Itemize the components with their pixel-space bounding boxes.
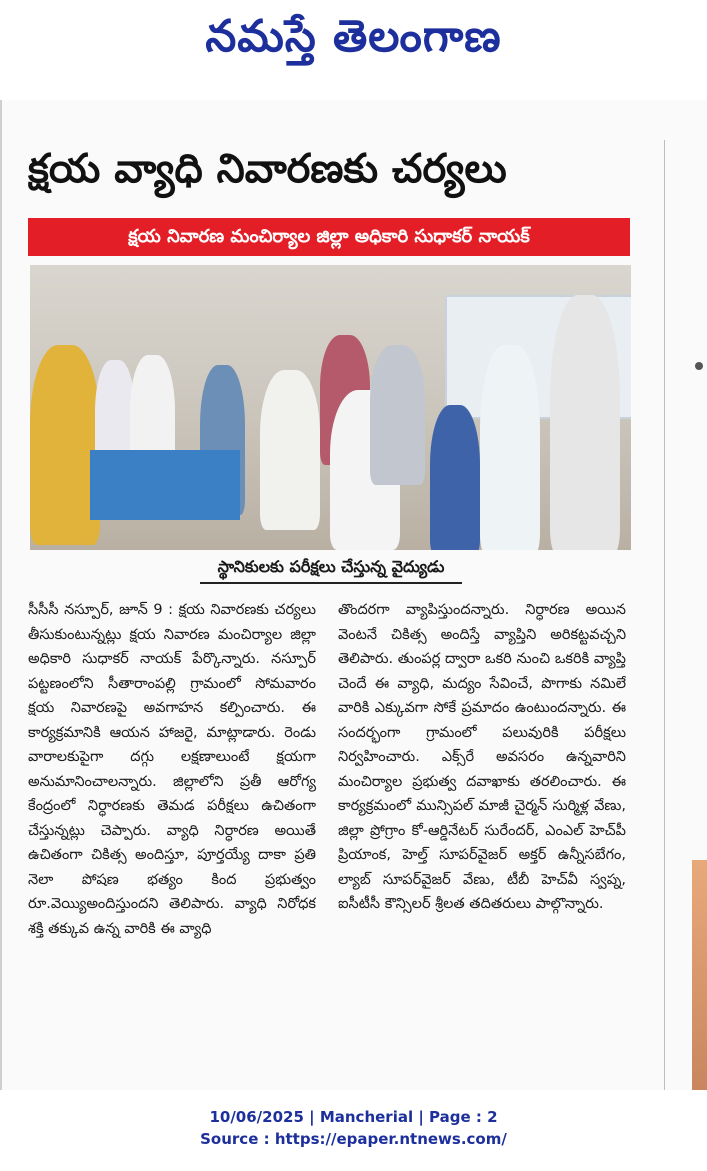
photo-person <box>480 345 540 550</box>
adjacent-article-strip <box>668 140 707 1090</box>
photo-person <box>550 295 620 550</box>
newspaper-title: నమస్తే తెలంగాణ <box>205 11 502 62</box>
edition-info: 10/06/2025 | Mancherial | Page : 2 <box>209 1108 498 1126</box>
article-body-left: సీసీసీ నస్పూర్, జూన్ 9 : క్షయ నివారణకు చర్యలు తీసుకుంటున్నట్లు క్షయ నివారణ మంచిర్యాల జిల్లా అధికారి సుధాకర్ నాయక్ పేర్కొన్నారు. నస్పూర్ పట్టణంలోని సీతారాంపల్లి గ్రామంలో సోమవారం క్షయ నివారణపై అవగాహన కల్పించారు. ఈ కార్యక్రమానికి ఆయన హాజరై, మాట్లాడారు. రెండు వారాలకుపైగా దగ్గు లక్షణాలుంటే క్షయగా అనుమానించాలన్నారు. జిల్లాలోని ప్రతీ ఆరోగ్య కేంద్రంలో నిర్ధారణకు తెమడ పరీక్షలు ఉచితంగా చేస్తున్నట్లు చెప్పారు. వ్యాధి నిర్ధారణ అయితే ఉచితంగా చికిత్స అందిస్తూ, పూర్తయ్యే దాకా ప్రతి నెలా పోషణ భత్యం కింద ప్రభుత్వం రూ.వెయ్యిఅందిస్తుందని తెలిపారు. వ్యాధి నిరోధక శక్తి తక్కువ ఉన్న వారికి ఈ వ్యాధి <box>28 602 316 937</box>
article-headline: క్షయ వ్యాధి నివారణకు చర్యలు <box>28 146 507 192</box>
photo-caption: స్థానికులకు పరీక్షలు చేస్తున్న వైద్యుడు <box>200 552 462 584</box>
photo-table <box>90 450 240 520</box>
left-border <box>0 100 2 1090</box>
bullet-dot <box>695 362 703 370</box>
article-body-right: తొందరగా వ్యాపిస్తుందన్నారు. నిర్ధారణ అయిన వెంటనే చికిత్స అందిస్తే వ్యాప్తిని అరికట్టవచ్చని తెలిపారు. తుంపర్ల ద్వారా ఒకరి నుంచి ఒకరికి వ్యాప్తి చెందే ఈ వ్యాధి, మద్యం సేవించే, పొగాకు నమిలే వారికి ఎక్కువగా సోకే ప్రమాదం ఉంటుందన్నారు. ఈ సందర్భంగా గ్రామంలో పలువురికి పరీక్షలు నిర్వహించారు. ఎక్స్‌రే అవసరం ఉన్నవారిని మంచిర్యాల ప్రభుత్వ దవాఖాకు తరలించారు. ఈ కార్యక్రమంలో మున్సిపల్ మాజీ చైర్మన్ సుర్మిళ్ల వేణు, జిల్లా ప్రోగ్రాం కో-ఆర్డినేటర్ సురేందర్, ఎంఎల్ హెచ్‌పీ ప్రియాంక, హెల్త్ సూపర్‌వైజర్ అక్తర్ ఉన్నీసబేగం, ల్యాబ్ సూపర్‌వైజర్ వేణు, టీబీ హెచ్‌వీ స్వప్న, ఐసీటీసీ కౌన్సిలర్ శ్రీలత తదితరులు పాల్గొన్నారు. <box>338 602 626 912</box>
page-footer <box>0 1106 707 1166</box>
photo-person <box>260 370 320 530</box>
source-link[interactable]: Source : https://epaper.ntnews.com/ <box>200 1130 507 1148</box>
column-divider <box>664 140 665 1090</box>
adjacent-photo <box>692 860 707 1090</box>
article-subhead: క్షయ నివారణ మంచిర్యాల జిల్లా అధికారి సుధాకర్ నాయక్ <box>28 218 630 256</box>
photo-person <box>430 405 480 550</box>
photo-person <box>370 345 425 485</box>
article-photo <box>30 265 631 550</box>
masthead <box>0 0 707 84</box>
